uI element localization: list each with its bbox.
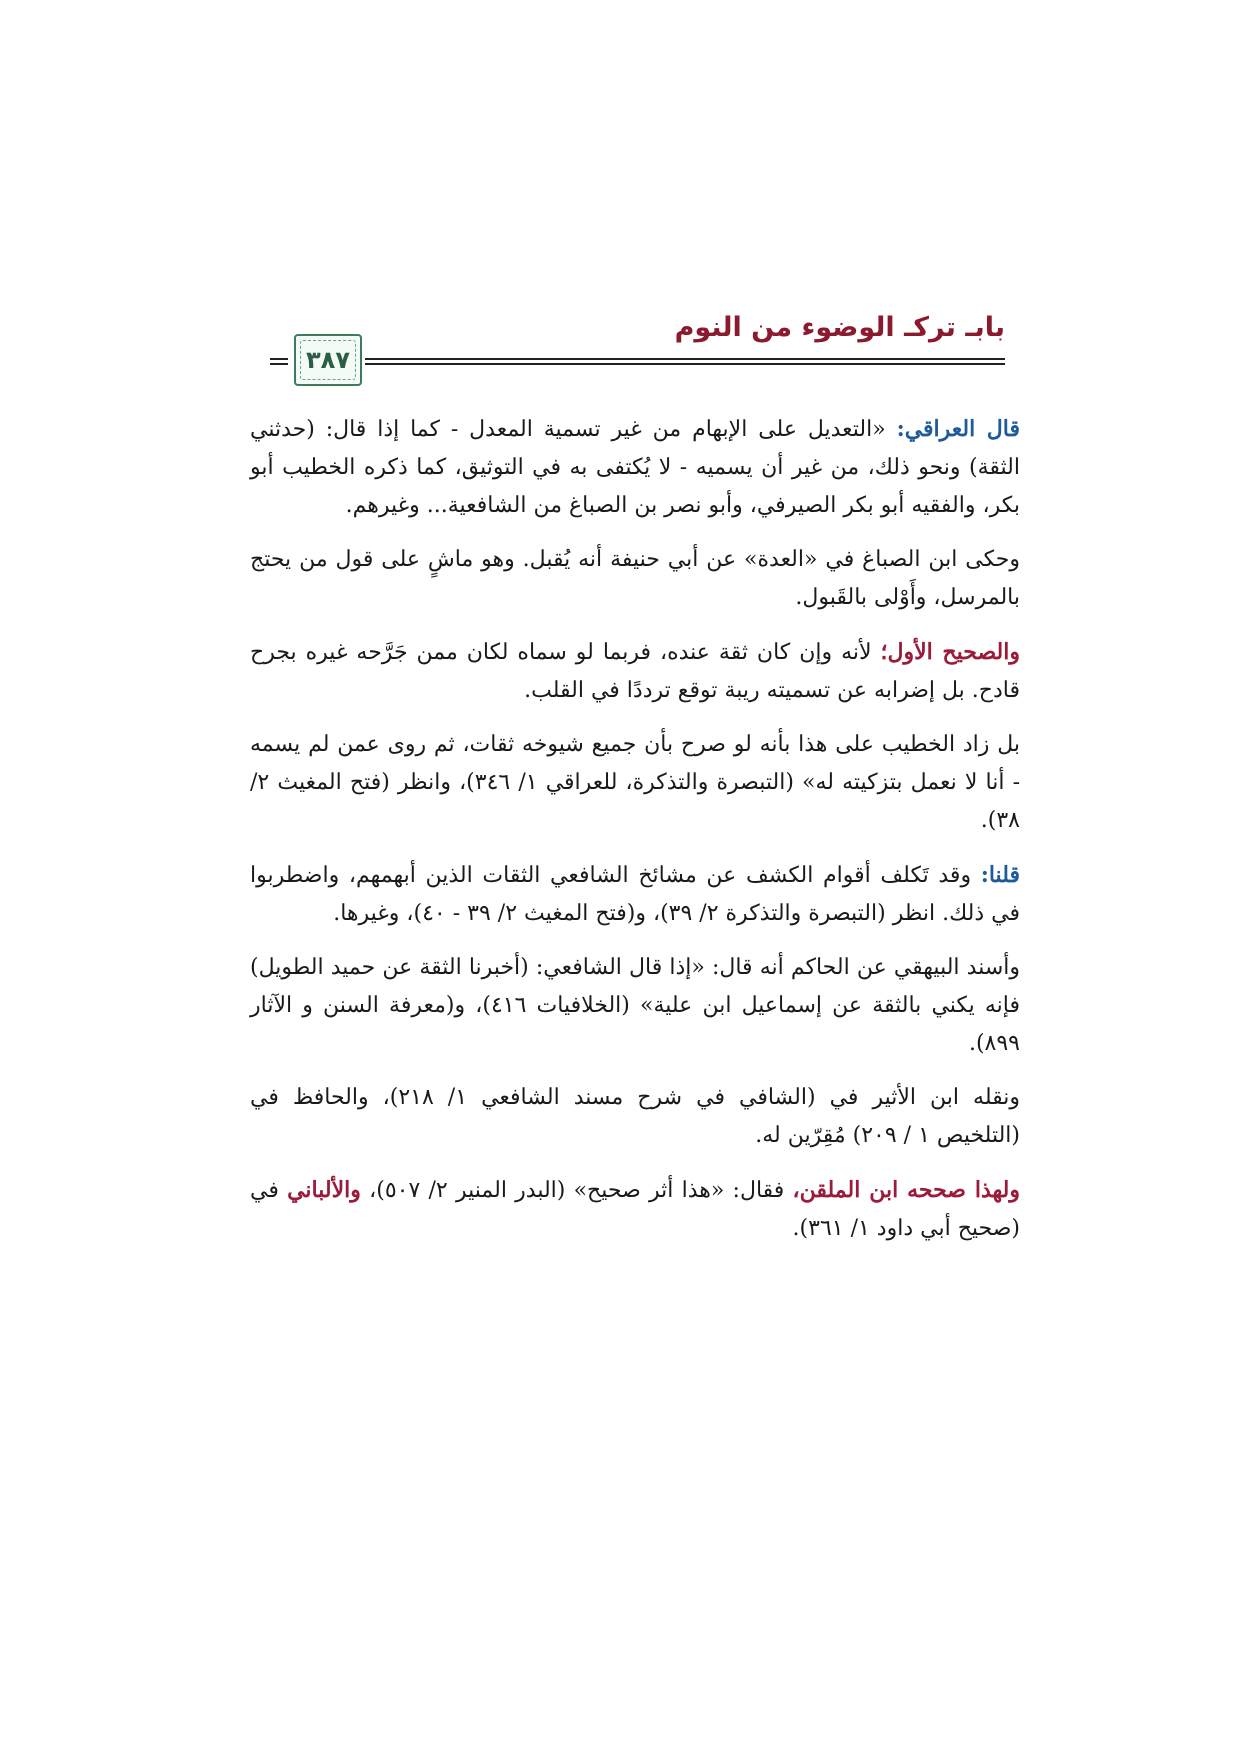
lead-phrase: قال العراقي: <box>896 416 1020 442</box>
lead-phrase: والصحيح الأول؛ <box>880 639 1020 665</box>
chapter-title: بابـ تركـ الوضوء من النوم <box>674 312 1005 343</box>
paragraph-text: وحكى ابن الصباغ في «العدة» عن أبي حنيفة أنه يُقبل. وهو ماشٍ على قول من يحتج بالمرسل، وأَوْلى بالقَبول. <box>250 547 1020 610</box>
header-rule <box>365 358 1005 365</box>
lead-phrase: قلنا: <box>980 862 1020 888</box>
paragraph-text: وأسند البيهقي عن الحاكم أنه قال: «إذا قال الشافعي: (أخبرنا الثقة عن حميد الطويل) فإنه يكني بالثقة عن إسماعيل ابن علية» (الخلافيات ٤١٦)، و(معرفة السنن و الآثار ٨٩٩). <box>250 955 1020 1056</box>
paragraph-text: ونقله ابن الأثير في (الشافي في شرح مسند الشافعي ١/ ٢١٨)، والحافظ في (التلخيص ١ / ٢٠٩) مُقِرّين له. <box>250 1085 1020 1148</box>
paragraph-qulna <box>250 856 1020 933</box>
header-rule-left <box>270 358 288 365</box>
paragraph-ibn-mulaqqin <box>250 1171 1020 1248</box>
paragraph-text: لأنه وإن كان ثقة عنده، فربما لو سماه لكان ممن جَرَّحه غيره بجرح قادح. بل إضرابه عن تسميته ريبة توقع ترددًا في القلب. <box>250 640 1020 703</box>
paragraph-ibn-sabbagh <box>250 541 1020 617</box>
paragraph-text: بل زاد الخطيب على هذا بأنه لو صرح بأن جميع شيوخه ثقات، ثم روى عمن لم يسمه - أنا لا نعمل بتزكيته له» (التبصرة والتذكرة، للعراقي ١/ ٣٤٦)، وانظر (فتح المغيث ٢/ ٣٨). <box>250 732 1021 833</box>
paragraph-khatib <box>250 726 1020 840</box>
lead-phrase: ولهذا صححه ابن الملقن، <box>792 1177 1021 1203</box>
paragraph-bayhaqi <box>250 949 1020 1063</box>
paragraph-text: فقال: «هذا أثر صحيح» (البدر المنير ٢/ ٥٠٧)، <box>360 1178 793 1203</box>
page-header <box>270 300 1005 390</box>
paragraph-text: وقد تَكلف أقوام الكشف عن مشائخ الشافعي الثقات الذين أبهمهم، واضطربوا في ذلك. انظر (التبصرة والتذكرة ٢/ ٣٩)، و(فتح المغيث ٢/ ٣٩ - ٤٠)، وغيرها. <box>250 863 1020 926</box>
paragraph-text-tail: في (صحيح أبي داود ١/ ٣٦١). <box>250 1178 1020 1241</box>
page-number-badge <box>294 334 362 386</box>
paragraph-iraqi <box>250 410 1020 525</box>
paragraph-ibn-athir <box>250 1079 1020 1155</box>
lead-phrase-albani: والألباني <box>287 1177 361 1203</box>
page-number: ٣٨٧ <box>306 346 350 374</box>
page-body <box>250 410 1020 1264</box>
paragraph-text: «التعديل على الإبهام من غير تسمية المعدل - كما إذا قال: (حدثني الثقة) ونحو ذلك، من غير أن يسميه - لا يُكتفى به في التوثيق، كما ذكره الخطيب أبو بكر، والفقيه أبو بكر الصيرفي، وأبو نصر بن الصباغ من الشافعية... وغيرهم. <box>250 417 1020 518</box>
paragraph-sahih-awwal <box>250 633 1020 710</box>
